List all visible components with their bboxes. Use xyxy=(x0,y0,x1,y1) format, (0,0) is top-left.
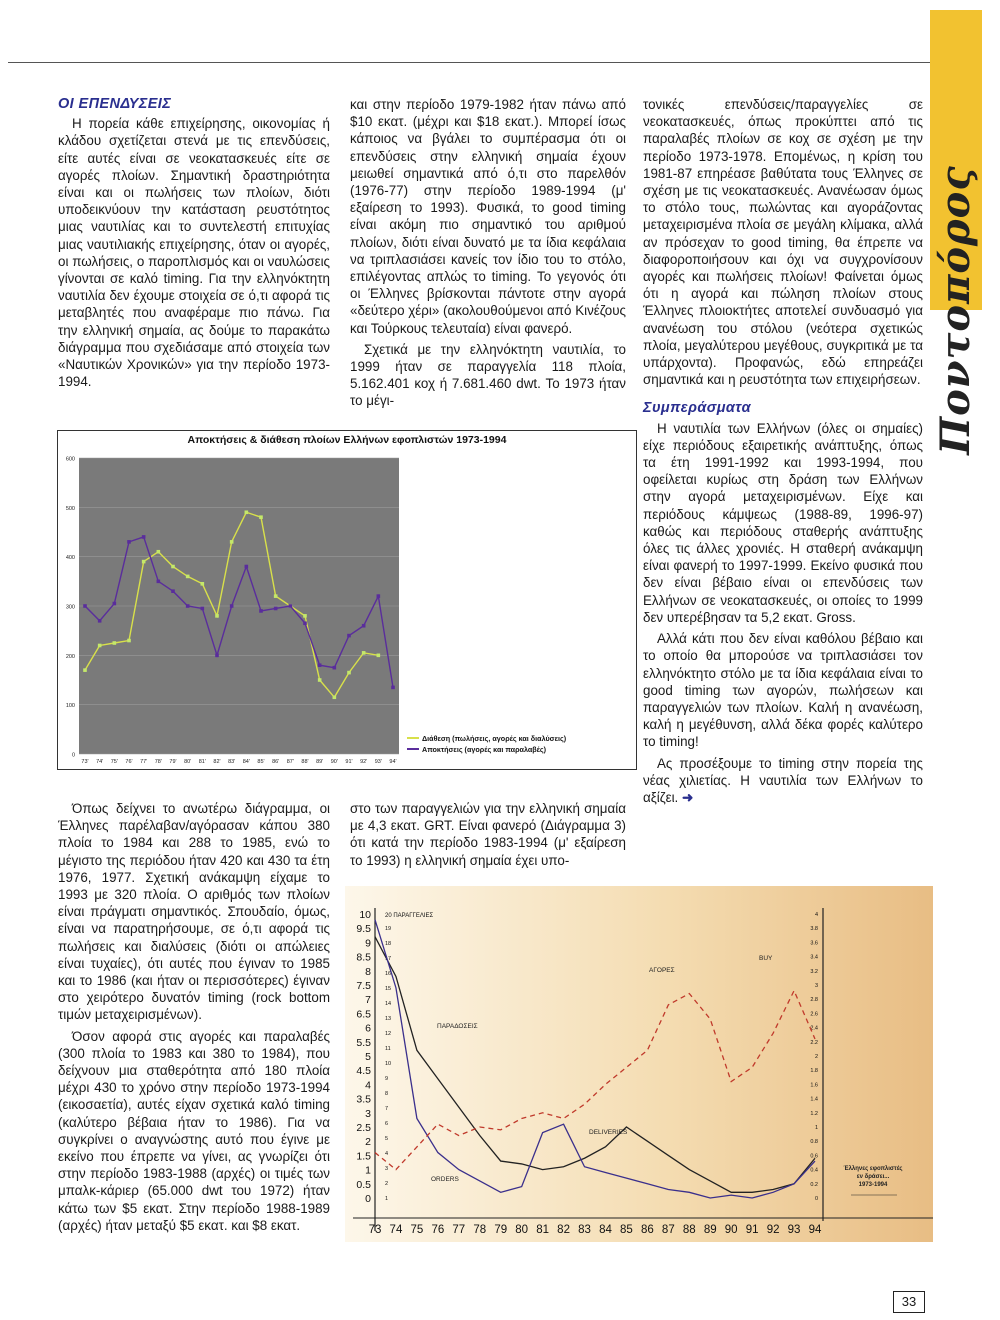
chart2-orders-tick-label: 15 xyxy=(385,986,392,992)
paragraph xyxy=(643,755,923,807)
chart1-point xyxy=(303,621,307,625)
chart2-right-tick-label: 3.6 xyxy=(810,940,818,947)
chart2-label-orders: ORDERS xyxy=(431,1176,459,1183)
chart1-x-tick-label: 79' xyxy=(169,759,177,765)
chart2-left-tick-label: 5 xyxy=(365,1051,371,1063)
chart2-x-tick-label: 84 xyxy=(599,1224,612,1236)
chart-acquisitions-disposals xyxy=(57,430,637,770)
chart2-orders-tick-label: 17 xyxy=(385,956,392,962)
chart2-label-deliveries: DELIVERIES xyxy=(589,1129,628,1136)
chart1-point xyxy=(347,671,351,675)
chart2-orders-tick-label: 14 xyxy=(385,1001,392,1007)
top-rule xyxy=(8,62,930,63)
chart1-x-tick-label: 83' xyxy=(228,759,236,765)
chart2-left-tick-label: 1.5 xyxy=(356,1150,371,1163)
chart1-y-tick-label: 100 xyxy=(65,703,75,710)
closing-text: Ας προσέξουμε το timing στην πορεία της νέας χιλιετίας. Η ναυτιλία των Ελλήνων το αξίζει. xyxy=(643,755,923,805)
chart2-left-tick-label: 8 xyxy=(365,965,371,978)
chart2-orders-tick-label: 4 xyxy=(385,1151,389,1157)
chart2-x-tick-label: 77 xyxy=(452,1224,466,1236)
chart2-label-agores: ΑΓΟΡΕΣ xyxy=(649,967,675,974)
chart2-orders-tick-label: 13 xyxy=(385,1016,392,1022)
chart2-right-tick-label: 1.8 xyxy=(810,1068,818,1075)
chart1-point xyxy=(171,565,175,569)
paragraph: Σχετικά με την ελληνόκτητη ναυτιλία, το 1999 ήταν σε παραγγελία 118 πλοία, 5.162.401 κοχ ή 7.681.460 dwt. Το 1973 ήταν το μέγι- xyxy=(350,341,626,409)
chart2-left-tick-label: 5.5 xyxy=(356,1036,371,1049)
chart1-point xyxy=(245,565,249,569)
chart1-y-tick-label: 300 xyxy=(65,604,75,611)
chart1-x-tick-label: 87' xyxy=(286,759,294,765)
chart2-right-tick-label: 3 xyxy=(814,983,818,989)
chart2-x-tick-label: 80 xyxy=(515,1224,529,1236)
paragraph: Όσον αφορά στις αγορές και παραλαβές (300 πλοία το 1983 και 380 το 1984), που δείχνουν μια σταθερότητα από 180 πλοία μέχρι 430 το χρόνο στην περίοδο 1973-1994 (εικοσαετία), αυτές είχαν σχετικά καλό timing (καλύτερο βέβαια ήταν το 1986). Για να συγκρίνει ο αναγνώστης αυτό που έγινε με εκείνο που έπρεπε να γίνει, ας γνωρίζει ότι στην περίοδο 1983-1988 (αρχές) οι τιμές των μπαλκ-κάριερ (65.000 dwt του 1972) ήταν κάτω των $5 εκατ. Στην περίοδο 1988-1989 (αρχές) ήταν μεταξύ $5 εκατ. και $8 εκατ. xyxy=(58,1028,330,1233)
chart2-orders-tick-label: 2 xyxy=(385,1181,389,1187)
chart1-y-tick-label: 500 xyxy=(65,505,75,512)
chart1-x-tick-label: 88' xyxy=(301,759,309,765)
chart2-orders-tick-label: 3 xyxy=(385,1166,389,1172)
chart2-left-tick-label: 7.5 xyxy=(356,980,371,992)
chart2-right-tick-label: 3.4 xyxy=(810,954,818,961)
chart1-point xyxy=(318,663,322,667)
chart2-orders-tick-label: 9 xyxy=(385,1076,389,1082)
column-2-top xyxy=(350,96,626,410)
chart2-x-tick-label: 76 xyxy=(431,1224,445,1236)
chart2-left-tick-label: 0.5 xyxy=(356,1178,371,1191)
chart1-y-tick-label: 200 xyxy=(65,653,75,660)
chart2-x-tick-label: 92 xyxy=(766,1224,780,1236)
chart2-x-tick-label: 74 xyxy=(389,1224,403,1236)
chart2-x-tick-label: 82 xyxy=(557,1224,570,1236)
chart1-point xyxy=(83,668,87,672)
chart1-point xyxy=(230,604,234,608)
chart1-x-tick-label: 82' xyxy=(213,759,221,765)
chart2-right-tick-label: 0.8 xyxy=(810,1139,818,1146)
chart1-x-tick-label: 94' xyxy=(389,759,397,765)
chart2-x-tick-label: 89 xyxy=(703,1224,717,1236)
chart1-y-tick-label: 400 xyxy=(65,555,75,562)
chart2-left-tick-label: 9 xyxy=(365,937,371,950)
chart2-x-tick-label: 91 xyxy=(745,1224,759,1236)
chart2-orders-tick-label: 16 xyxy=(385,971,392,977)
chart2-left-tick-label: 6 xyxy=(365,1022,371,1035)
chart1-point xyxy=(333,695,337,699)
chart2-left-tick-label: 9.5 xyxy=(356,923,371,936)
chart2-left-tick-label: 6.5 xyxy=(356,1008,371,1021)
chart1-point xyxy=(171,589,175,593)
chart1-title: Αποκτήσεις & διάθεση πλοίων Ελλήνων εφοπλιστών 1973-1994 xyxy=(187,434,507,446)
chart1-point xyxy=(245,510,249,514)
chart2-right-tick-label: 2.2 xyxy=(810,1039,818,1046)
page-number: 33 xyxy=(893,1291,925,1313)
chart-orders-deliveries-buy xyxy=(345,886,933,1242)
chart1-x-tick-label: 86' xyxy=(272,759,280,765)
chart2-orders-axis-label: 20 ΠΑΡΑΓΓΕΛΙΕΣ xyxy=(385,913,434,919)
chart2-right-tick-label: 1.2 xyxy=(810,1110,818,1117)
chart1-point xyxy=(289,604,293,608)
chart1-point xyxy=(113,602,117,606)
chart2-label-buy: BUY xyxy=(759,955,773,962)
chart2-x-tick-label: 90 xyxy=(724,1224,738,1236)
chart1-point xyxy=(127,639,131,643)
chart2-x-tick-label: 79 xyxy=(494,1224,508,1236)
chart2-right-tick-label: 3.2 xyxy=(810,968,818,975)
chart1-y-tick-label: 0 xyxy=(71,752,75,759)
chart2-x-tick-label: 86 xyxy=(640,1224,654,1236)
chart1-point xyxy=(186,604,190,608)
chart1-point xyxy=(142,535,146,539)
chart2-right-tick-label: 0.4 xyxy=(810,1167,818,1174)
paragraph: Όπως δείχνει το ανωτέρω διάγραμμα, οι Έλληνες παρέλαβαν/αγόρασαν κάπου 380 πλοία το 1984 και 288 το 1985, ενώ το μέγιστο της περιόδου ήταν 420 και 430 τα έτη 1976, 1977. Σχετική ανάκαμψη είχαμε το 1993 με 320 πλοία. Ο αριθμός των πλοίων είναι πράγματι σημαντικός. Σπουδαίο, όμως, είναι να παρατηρήσουμε, σε ό,τι αφορά τις πωλήσεις και διαλύσεις (διότι οι απώλειες είναι τυχαίες), ότι αυτές που έγιναν το 1985 και το 1986 (και ήταν οι περισσότερες) έγιναν στο χειρότερο δυνατόν timing (rock bottom τιμών μεταχειρισμένων). xyxy=(58,801,330,1023)
chart2-right-tick-label: 3.8 xyxy=(810,926,818,933)
chart1-x-tick-label: 76' xyxy=(125,759,133,765)
chart2-left-tick-label: 8.5 xyxy=(356,951,371,964)
chart2-left-tick-label: 2 xyxy=(365,1136,371,1149)
chart2-right-tick-label: 0.6 xyxy=(810,1153,818,1160)
column-3 xyxy=(643,96,923,806)
chart1-point xyxy=(303,614,307,618)
chart1-y-tick-label: 600 xyxy=(65,456,75,463)
chart1-x-tick-label: 80' xyxy=(184,759,192,765)
chart2-left-tick-label: 4.5 xyxy=(356,1065,371,1078)
chart1-point xyxy=(259,515,263,519)
chart1-point xyxy=(362,651,366,655)
chart2-right-tick-label: 2 xyxy=(814,1054,818,1060)
chart2-x-tick-label: 81 xyxy=(536,1224,550,1236)
chart2-right-tick-label: 1 xyxy=(814,1125,818,1131)
paragraph: Αλλά κάτι που δεν είναι καθόλου βέβαιο και το οποίο θα μπορούσε να τριπλασιάσει τον ελληνόκτητο στόλο με τα ίδια κεφάλαια είναι το good timing των αγορών, πωλήσεων και παραγγελιών των πλοίων. Καλή η ανανέωση, καλή η μεγέθυνση, αλλά δέκα φορές καλύτερο το timing! xyxy=(643,631,923,750)
chart1-x-tick-label: 78' xyxy=(154,759,162,765)
chart1-x-tick-label: 75' xyxy=(110,759,118,765)
chart2-label-deliveries-gr: ΠΑΡΑΔΟΣΕΙΣ xyxy=(437,1023,478,1030)
chart2-orders-tick-label: 18 xyxy=(385,941,392,947)
chart2-left-tick-label: 7 xyxy=(365,994,371,1007)
chart2-x-tick-label: 73 xyxy=(368,1224,382,1236)
end-mark-icon: ➜ xyxy=(682,789,694,805)
chart1-point xyxy=(274,594,278,598)
chart2-orders-tick-label: 6 xyxy=(385,1121,389,1127)
chart2-right-tick-label: 1.4 xyxy=(810,1096,818,1103)
chart1-point xyxy=(362,624,366,628)
chart2-x-tick-label: 85 xyxy=(620,1224,633,1236)
chart2-right-tick-label: 2.4 xyxy=(810,1025,818,1032)
chart2-left-tick-label: 3.5 xyxy=(356,1093,371,1106)
chart2-left-tick-label: 10 xyxy=(359,909,371,921)
chart1-point xyxy=(157,580,161,584)
chart2-x-tick-label: 83 xyxy=(578,1224,591,1236)
chart2-left-tick-label: 1 xyxy=(365,1164,371,1177)
chart2-left-tick-label: 3 xyxy=(365,1107,371,1120)
chart1-x-tick-label: 81' xyxy=(198,759,206,765)
chart1-x-tick-label: 93' xyxy=(374,759,382,765)
chart1-point xyxy=(113,641,117,645)
paragraph: Η ναυτιλία των Ελλήνων (όλες οι σημαίες) είχε περιόδους εξαιρετικής ανάπτυξης, όπως τα έτη 1991-1992 και 1993-1994, που οφείλεται κυρίως στη δράση των Ελλήνων στην αγορά μεταχειρισμένων. Είχε και περιόδους κάμψεως (1988-89, 1996-97) καθώς και περιόδους σταθερής ανάπτυξης όλες τις άλλες χρονιές. Η σταθερή ανάκαμψη είναι φανερή το 1997-1999. Εκείνο φυσικά που δεν είναι βέβαιο είναι οι επενδύσεις των Ελλήνων σε νεοκατασκευές, οι οποίες το 1999 δεν υπερέβησαν τα 5,2 εκατ. Gross. xyxy=(643,420,923,625)
chart1-x-tick-label: 74' xyxy=(96,759,104,765)
chart2-left-tick-label: 2.5 xyxy=(356,1122,371,1134)
section-title: Ποντοπόρος xyxy=(932,165,979,455)
chart2-left-tick-label: 4 xyxy=(365,1079,371,1092)
chart2-orders-tick-label: 11 xyxy=(385,1046,391,1052)
chart1-point xyxy=(98,644,102,648)
chart1-point xyxy=(186,575,190,579)
chart1-point xyxy=(142,560,146,564)
chart1-point xyxy=(377,654,381,658)
paragraph: και στην περίοδο 1979-1982 ήταν πάνω από $10 εκατ. (μέχρι και $18 εκατ.). Μπορεί ίσως κάποιος να βγάλει το συμπέρασμα ότι οι επενδύσεις στην ελληνική σημαία έχουν μειωθεί σημαντικά από ό,τι στο παρελθόν (1976-77) στην περίοδο 1989-1994 (μ' εξαίρεση το 1993). Φυσικά, το good timing είναι ακόμη πιο σημαντικό του αριθμού πλοίων, διότι είναι δυνατό με τα ίδια κεφάλαια να τριπλασιάσει κανείς τον ίδιο του το στόλο, επιλέγοντας απλώς το timing. Το γεγονός ότι οι Έλληνες βρίσκονται πάντοτε στην αγορά «δεύτερο χέρι» (ακολουθούμενοι από Κινέζους και Τούρκους τελευταία) είναι φανερό. xyxy=(350,97,626,336)
chart2-right-tick-label: 2.6 xyxy=(810,1011,818,1018)
chart2-orders-tick-label: 8 xyxy=(385,1091,389,1097)
chart1-point xyxy=(318,678,322,682)
chart1-point xyxy=(201,607,205,611)
chart2-x-tick-label: 75 xyxy=(410,1224,424,1236)
chart1-point xyxy=(83,604,87,608)
chart1-x-tick-label: 85' xyxy=(257,759,265,765)
chart2-orders-tick-label: 12 xyxy=(385,1031,392,1037)
chart2-orders-tick-label: 7 xyxy=(385,1106,389,1112)
chart2-orders-tick-label: 10 xyxy=(385,1061,392,1067)
chart2-x-tick-label: 78 xyxy=(473,1224,487,1236)
chart2-right-tick-label: 2.8 xyxy=(810,997,818,1004)
chart2-x-tick-label: 94 xyxy=(808,1224,822,1236)
chart2-right-tick-label: 0 xyxy=(814,1196,818,1202)
chart2-right-tick-label: 1.6 xyxy=(810,1082,818,1089)
chart1-point xyxy=(391,686,395,690)
chart1-point xyxy=(215,654,219,658)
chart1-point xyxy=(157,550,161,554)
chart2-orders-tick-label: 19 xyxy=(385,926,392,932)
chart2-x-tick-label: 93 xyxy=(787,1224,801,1236)
chart2-left-tick-label: 0 xyxy=(365,1193,371,1205)
chart1-x-tick-label: 77' xyxy=(140,759,148,765)
chart2-orders-tick-label: 5 xyxy=(385,1136,389,1142)
column-2-bottom xyxy=(350,800,626,869)
chart1-point xyxy=(377,594,381,598)
chart1-point xyxy=(347,634,351,638)
chart1-x-tick-label: 91' xyxy=(345,759,353,765)
chart1-point xyxy=(215,614,219,618)
chart1-point xyxy=(230,540,234,544)
section-heading-conclusions: Συμπεράσματα xyxy=(643,400,751,417)
chart1-x-tick-label: 89' xyxy=(316,759,324,765)
chart1-point xyxy=(98,619,102,623)
chart1-legend-label: Αποκτήσεις (αγορές και παραλαβές) xyxy=(422,745,547,754)
chart1-point xyxy=(201,582,205,586)
column-1-bottom xyxy=(58,800,330,1234)
chart2-right-tick-label: 4 xyxy=(814,912,818,918)
chart1-x-tick-label: 73' xyxy=(81,759,89,765)
section-heading-investments: ΟΙ ΕΠΕΝΔΥΣΕΙΣ xyxy=(58,96,172,112)
chart1-legend-label: Διάθεση (πωλήσεις, αγορές και διαλύσεις) xyxy=(422,734,567,743)
section-tab xyxy=(930,10,982,455)
chart1-x-tick-label: 90' xyxy=(330,759,338,765)
chart1-point xyxy=(274,607,278,611)
chart1-point xyxy=(127,540,131,544)
column-1-top xyxy=(58,96,330,390)
chart2-corner-note: Έλληνες εφοπλιστές εν δράσει... 1973-1994 xyxy=(843,1166,903,1188)
paragraph: στο των παραγγελιών για την ελληνική σημαία με 4,3 εκατ. GRT. Είναι φανερό (Διάγραμμα 3) ότι κατά την περίοδο 1983-1994 (μ' εξαίρεση το 1993) η ελληνική σημαία έχει υπο- xyxy=(350,801,626,868)
chart1-x-tick-label: 92' xyxy=(360,759,368,765)
chart1-x-tick-label: 84' xyxy=(242,759,250,765)
chart2-orders-tick-label: 1 xyxy=(385,1196,389,1202)
chart1-point xyxy=(333,666,337,670)
chart2-x-tick-label: 87 xyxy=(661,1224,675,1236)
chart1-point xyxy=(259,609,263,613)
chart2-right-tick-label: 0.2 xyxy=(810,1181,818,1188)
paragraph: τονικές επενδύσεις/παραγγελίες σε νεοκατασκευές, όπως προκύπτει από τις παραλαβές πλοίων σε κοχ σε σχέση με την περίοδο 1973-1978. Επομένως, η κρίση του 1981-87 επηρέασε βαθύτατα τους Έλληνες σε σχέση με τις νεοκατασκευές. Ανανέωσαν όμως το στόλο τους, πωλώντας και αγοράζοντας μεταχειρισμένα πλοία σε μεγάλη κλίμακα, αλλά αν πρόσεχαν το good timing, θα έπρεπε να διαφοροποιήσουν και όχι να συγχρονίσουν αγορές και πωλήσεις πλοίων! Φαίνεται όμως ότι η αγορά και πώληση πλοίων στους Έλληνες πλοιοκτήτες αποτελεί συνδυασμό για ανανέωση του στόλου (νεότερα σχετικώς πλοία, μεγαλύτερου μεγέθους, συγκριτικά με τα υπάρχοντα). Προφανώς, εδώ επηρεάζει σημαντικά και η ρευστότητα των επιχειρήσεων. xyxy=(643,97,923,388)
chart2-background xyxy=(345,886,933,1242)
paragraph: Η πορεία κάθε επιχείρησης, οικονομίας ή κλάδου σχετίζεται στενά με τις επενδύσεις, είτε αυτές είναι σε νεοκατασκευές είτε σε αγορές πλοίων. Σημαντική δραστηριότητα είναι και οι πωλήσεις των πλοίων, διότι υποδεικνύουν την κατάσταση ρευστότητος μιας ναυτιλίας και το συντελεστή επιτυχίας μιας ναυτιλιακής επιχείρησης, όταν οι αγορές, οι πωλήσεις, ο παροπλισμός και οι ναυλώσεις γίνονται σε καλό timing. Για την ελληνόκτητη ναυτιλία δεν έχουμε στοιχεία σε ό,τι αφορά τις μεταβλητές που αναφέραμε πιο πάνω. Για την ελληνική σημαία, ας δούμε το παρακάτω διάγραμμα που σχεδιάσαμε από στοιχεία των «Ναυτικών Χρονικών» για την περίοδο 1973-1994. xyxy=(58,116,330,390)
chart2-x-tick-label: 88 xyxy=(682,1224,696,1236)
